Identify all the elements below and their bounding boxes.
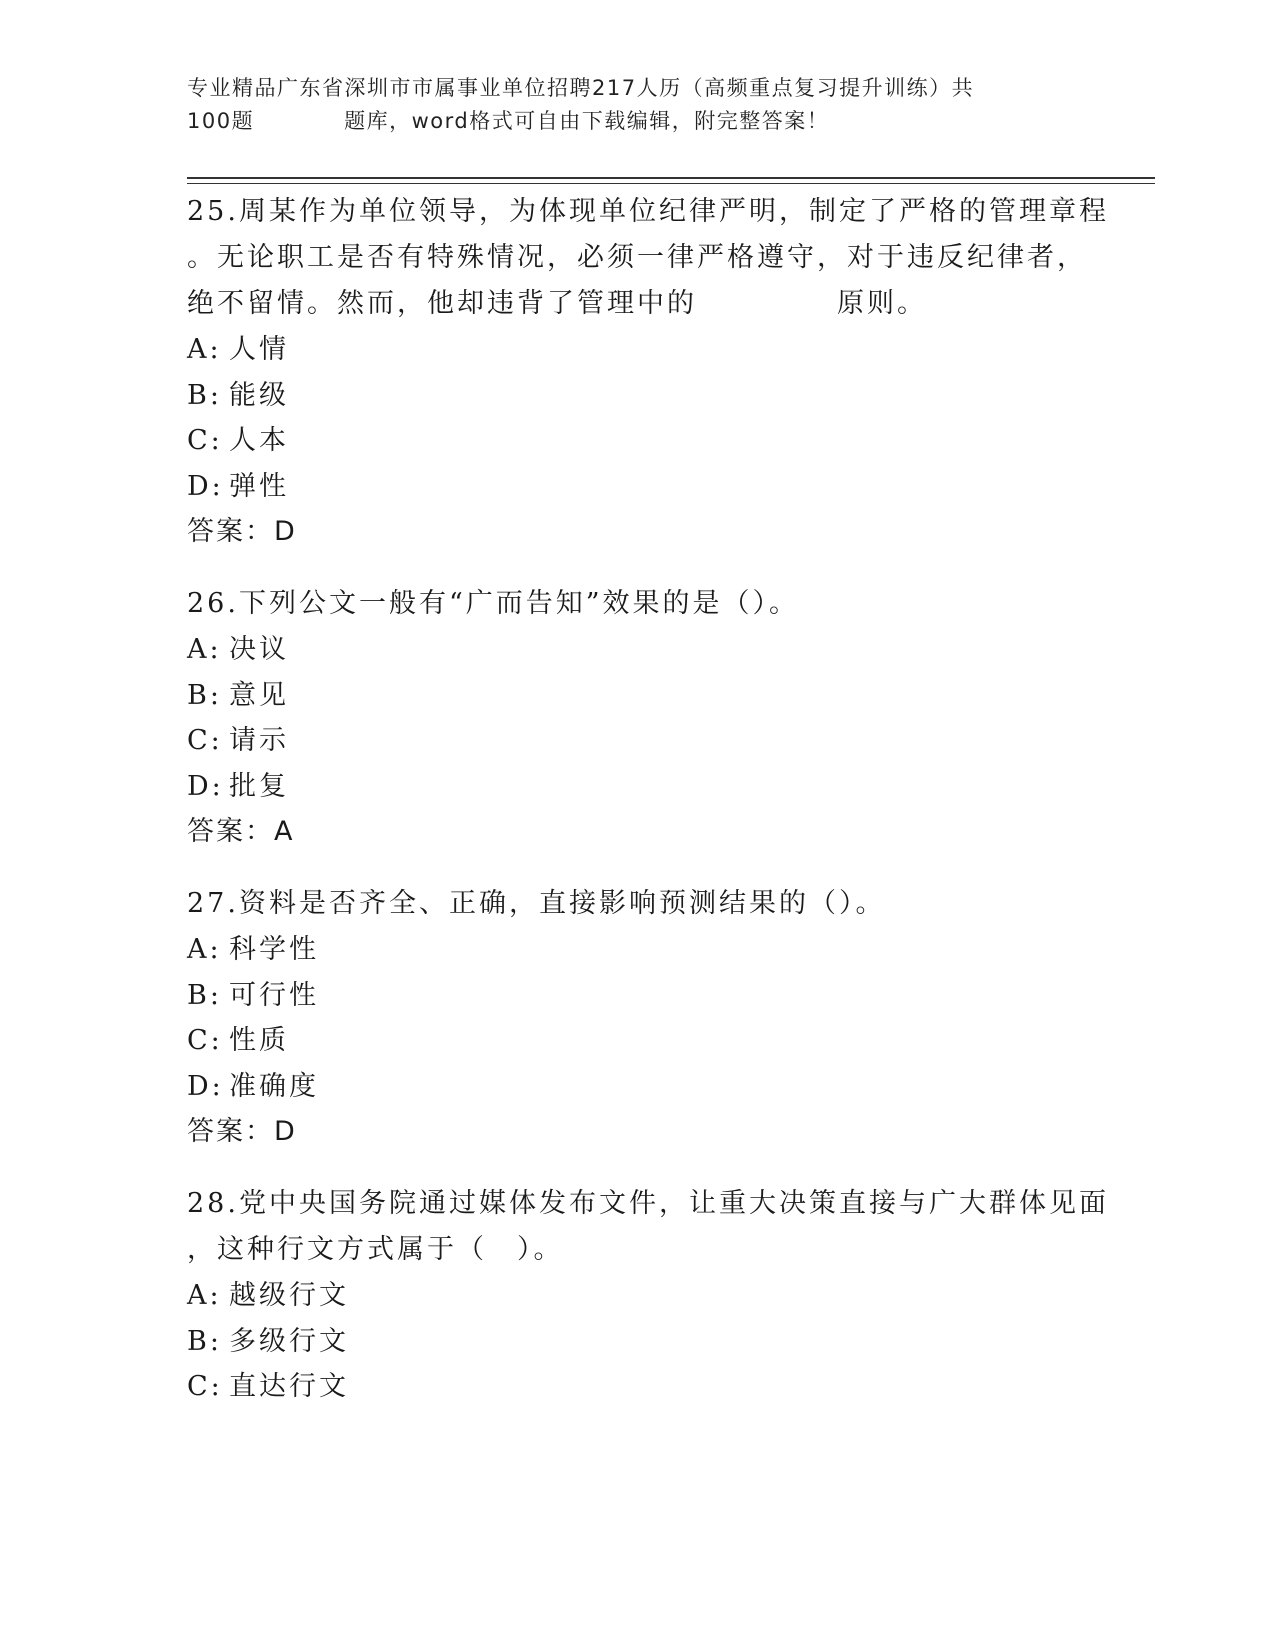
question-27: [187, 881, 1107, 1155]
option-text: 人情: [229, 334, 289, 365]
question-25: [187, 189, 1107, 555]
option-c: [187, 418, 1107, 464]
option-text: 多级行文: [229, 1325, 349, 1357]
question-stem: [187, 189, 1107, 327]
question-stem-text: 绝不留情。然而，他却违背了管理中的: [187, 288, 697, 319]
option-key: A:: [187, 334, 222, 365]
option-key: B:: [187, 1325, 222, 1357]
option-text: 能级: [229, 379, 289, 411]
option-text: 人本: [229, 425, 289, 456]
header-divider-thick: [187, 177, 1155, 179]
option-key: D:: [187, 770, 224, 802]
header-question-count: 100题: [187, 109, 255, 133]
option-key: B:: [187, 379, 222, 411]
header-description: 题库，word格式可自由下载编辑，附完整答案！: [344, 109, 830, 133]
answer-label: 答案：A: [187, 816, 295, 847]
option-text: 准确度: [229, 1070, 319, 1102]
question-list: [187, 187, 1107, 1436]
header-title-line-1: 专业精品广东省深圳市市属事业单位招聘217人历（高频重点复习提升训练）共: [187, 76, 975, 100]
option-d: [187, 764, 1107, 810]
option-key: D:: [187, 470, 224, 502]
option-b: [187, 973, 1107, 1019]
option-text: 可行性: [229, 979, 319, 1011]
question-stem-line: [187, 281, 1107, 327]
option-key: A:: [187, 634, 222, 665]
option-d: [187, 464, 1107, 510]
option-key: C:: [187, 425, 223, 456]
question-28: [187, 1181, 1107, 1410]
option-text: 直达行文: [229, 1371, 349, 1402]
option-text: 请示: [229, 725, 289, 756]
option-text: 决议: [229, 634, 289, 665]
answer-label: 答案：D: [187, 516, 297, 547]
option-text: 科学性: [229, 934, 319, 965]
document-header: [187, 72, 1067, 138]
option-text: 性质: [229, 1025, 289, 1056]
option-a: [187, 927, 1107, 973]
option-a: [187, 327, 1107, 373]
option-key: C:: [187, 1371, 223, 1402]
option-c: [187, 1018, 1107, 1064]
option-text: 越级行文: [229, 1280, 349, 1311]
question-stem: [187, 581, 1107, 627]
option-key: C:: [187, 1025, 223, 1056]
question-stem-line: 25.周某作为单位领导，为体现单位纪律严明，制定了严格的管理章程: [187, 196, 1109, 227]
question-stem-line: 26.下列公文一般有“广而告知”效果的是（）。: [187, 588, 800, 619]
option-key: A:: [187, 934, 222, 965]
question-stem-line: ，这种行文方式属于（ ）。: [187, 1234, 564, 1265]
option-key: A:: [187, 1280, 222, 1311]
option-key: D:: [187, 1070, 224, 1102]
option-b: [187, 1319, 1107, 1365]
question-stem-line: 27.资料是否齐全、正确，直接影响预测结果的（）。: [187, 888, 886, 919]
option-key: B:: [187, 679, 222, 711]
option-text: 弹性: [229, 470, 289, 502]
option-b: [187, 673, 1107, 719]
option-text: 意见: [229, 679, 289, 711]
option-text: 批复: [229, 770, 289, 802]
option-d: [187, 1064, 1107, 1110]
question-stem-text: 原则。: [837, 288, 927, 319]
question-stem: [187, 881, 1107, 927]
option-key: C:: [187, 725, 223, 756]
header-title-line-2: [187, 105, 1067, 138]
option-b: [187, 373, 1107, 419]
answer-label: 答案：D: [187, 1116, 297, 1147]
question-stem-line: 。无论职工是否有特殊情况，必须一律严格遵守，对于违反纪律者，: [187, 242, 1087, 273]
question-stem: [187, 1181, 1107, 1273]
header-divider-thin: [187, 183, 1155, 184]
option-a: [187, 1273, 1107, 1319]
option-a: [187, 627, 1107, 673]
option-c: [187, 1364, 1107, 1410]
question-stem-line: 28.党中央国务院通过媒体发布文件，让重大决策直接与广大群体见面: [187, 1188, 1109, 1219]
option-key: B:: [187, 979, 222, 1011]
question-26: [187, 581, 1107, 855]
option-c: [187, 718, 1107, 764]
